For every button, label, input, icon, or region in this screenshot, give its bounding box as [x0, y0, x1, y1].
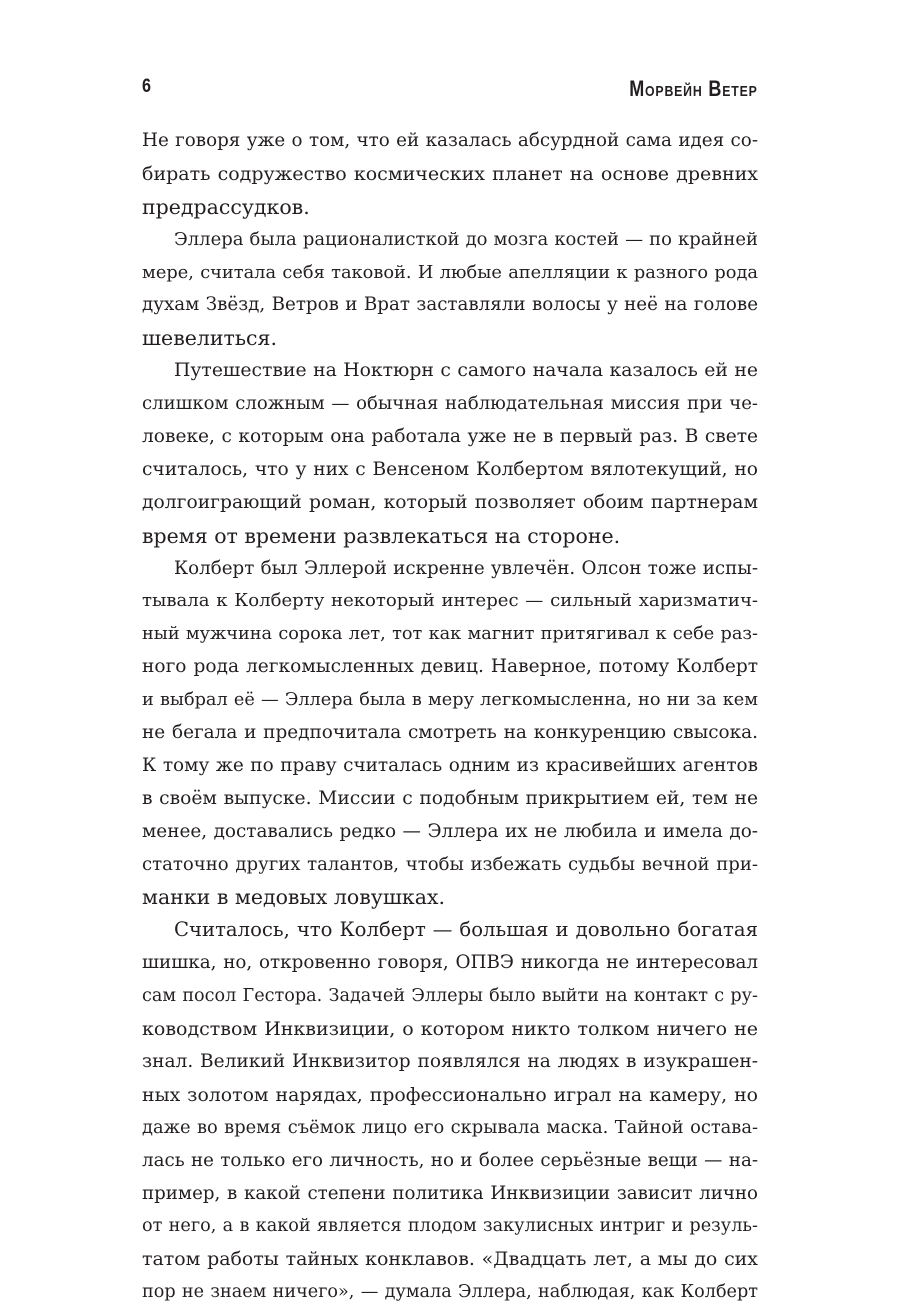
text-line: Считалось, что Колберт — большая и довольно богатая [174, 918, 758, 942]
text-line: и выбрал её — Эллера была в меру легкомысленна, но ни за кем [142, 690, 758, 711]
text-line: от него, а в какой является плодом закулисных интриг и резуль- [142, 1216, 758, 1237]
text-line: предрассудков. [142, 194, 310, 219]
text-line: менее, доставались редко — Эллера их не любила и имела до- [142, 820, 758, 842]
text-line: ный мужчина сорока лет, тот как магнит притягивал к себе раз- [142, 624, 758, 645]
text-line: ловеке, с которым она работала уже не в первый раз. В свете [142, 426, 758, 448]
text-line: сам посол Гестора. Задачей Эллеры было выйти на контакт с ру- [142, 986, 758, 1007]
text-line: знал. Великий Инквизитор появлялся на людях в изукрашен- [142, 1050, 758, 1072]
text-line: в своём выпуске. Миссии с подобным прикрытием ей, тем не [142, 787, 758, 809]
text-line: ководством Инквизиции, о котором никто толком ничего не [142, 1018, 758, 1041]
text-line: пример, в какой степени политика Инквизиции зависит лично [142, 1182, 758, 1204]
text-line: время от времени развлекаться на стороне. [142, 523, 621, 548]
text-line: манки в медовых ловушках. [142, 885, 445, 910]
text-line: считалось, что у них с Венсеном Колбертом вялотекущий, но [142, 458, 758, 480]
text-line: татом работы тайных конклавов. «Двадцать лет, а мы до сих [142, 1248, 758, 1271]
text-line: К тому же по праву считалась одним из красивейших агентов [142, 754, 758, 776]
text-line: Эллера была рационалисткой до мозга костей — по крайней [174, 228, 758, 250]
page-header [142, 76, 758, 106]
text-line: пор не знаем ничего», — думала Эллера, наблюдая, как Колберт [142, 1282, 758, 1303]
text-line: даже во время съёмок лицо его скрывала маска. Тайной остава- [142, 1116, 758, 1138]
text-line: духам Звёзд, Ветров и Врат заставляли волосы у неё на голове [142, 294, 758, 316]
text-line: тывала к Колберту некоторый интерес — сильный харизматич- [142, 590, 758, 612]
text-line: ного рода легкомысленных девиц. Наверное, потому Колберт [142, 656, 758, 678]
text-line: ных золотом нарядах, профессионально играл на камеру, но [142, 1083, 758, 1106]
body-text [142, 125, 758, 1309]
page-number: 6 [142, 76, 151, 97]
text-line: бирать содружество космических планет на основе древних [142, 162, 758, 185]
text-line: Колберт был Эллерой искренне увлечён. Олсон тоже испы- [174, 557, 758, 579]
running-title: Морвейн Ветер [629, 76, 758, 101]
text-line: долгоиграющий роман, который позволяет обоим партнерам [142, 491, 758, 513]
text-line: шевелиться. [142, 326, 277, 351]
text-line: Путешествие на Ноктюрн с самого начала казалось ей не [174, 360, 758, 382]
text-line: Не говоря уже о том, что ей казалась абсурдной сама идея со- [142, 130, 758, 151]
text-line: слишком сложным — обычная наблюдательная миссия при че- [142, 393, 758, 415]
text-line: лась не только его личность, но и более серьёзные вещи — на- [142, 1149, 758, 1171]
text-line: не бегала и предпочитала смотреть на конкуренцию свысока. [142, 722, 758, 744]
text-line: шишка, но, откровенно говоря, ОПВЭ никогда не интересовал [142, 952, 758, 974]
text-line: мере, считала себя таковой. И любые апелляции к разного рода [142, 262, 758, 283]
text-line: статочно других талантов, чтобы избежать судьбы вечной при- [142, 853, 758, 875]
